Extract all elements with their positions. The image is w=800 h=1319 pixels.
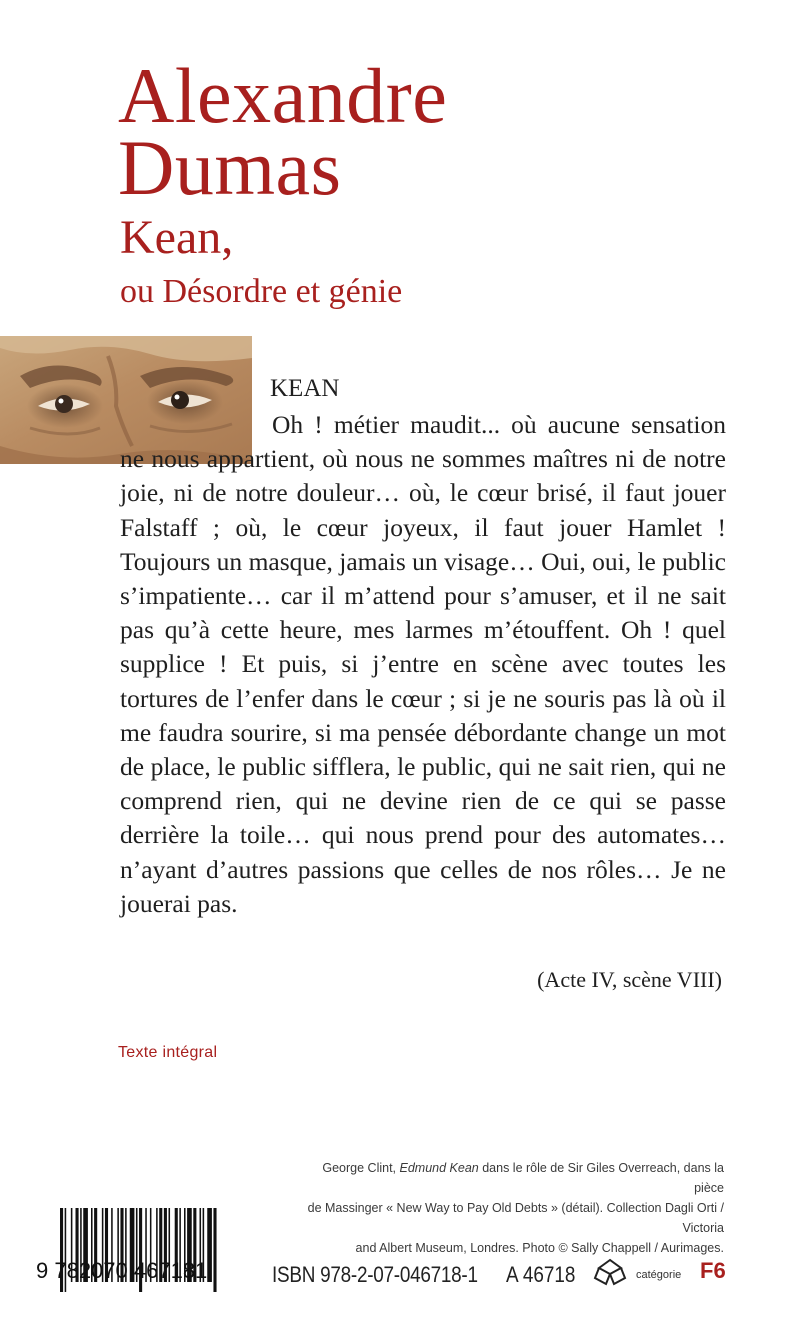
category-label: catégorie (636, 1269, 682, 1281)
author-last-name: Dumas (118, 124, 342, 211)
credits-line-3: and Albert Museum, Londres. Photo © Sally Chappell / Aurimages. (355, 1241, 724, 1255)
painting-title: Edmund Kean (399, 1161, 479, 1175)
category-value: F6 (700, 1258, 726, 1283)
speaker-name: KEAN (270, 375, 340, 402)
excerpt-reference: (Acte IV, scène VIII) (537, 967, 722, 992)
barcode-icon (48, 1208, 268, 1302)
folio-logo-icon (591, 1256, 629, 1290)
credits-line-2: de Massinger « New Way to Pay Old Debts » (détail). Collection Dagli Orti / Victoria (307, 1201, 724, 1235)
book-subtitle: ou Désordre et génie (120, 273, 403, 310)
excerpt-text: Oh ! métier maudit... où aucune sensation ne nous appartient, où nous ne sommes maîtres ni de notre joie, ni de notre douleur… où, le cœur brisé, il faut jouer Falstaff ; où, le cœur joyeux, il faut jouer Hamlet ! Toujours un masque, jamais un visage… Oui, oui, le public s’impatiente… car il m’attend pour s’amuser, et il ne sait pas qu’à cette heure, mes larmes m’étouffent. Oh ! quel supplice ! Et puis, si j’entre en scène avec toutes les tortures de l’enfer dans le cœur ; si je ne souris pas là où il me faudra sourire, si ma pensée débordante change un mot de place, le public sifflera, le public, qui ne sait rien, qui ne comprend rien, qui ne devine rien de ce qui se passe derrière la toile… qui nous prend pour des automates… n’ayant d’autres passions que celles de nos rôles… Je ne jouerai pas. (120, 410, 726, 918)
book-title: Kean, (120, 211, 234, 264)
image-credits (304, 1158, 724, 1258)
integral-text-label: Texte intégral (118, 1044, 218, 1061)
isbn-number: ISBN 978-2-07-046718-1 (272, 1262, 478, 1287)
author-name (118, 52, 448, 211)
author-first-name: Alexandre (118, 52, 448, 139)
credits-line-1: George Clint, Edmund Kean dans le rôle de Sir Giles Overreach, dans la pièce (322, 1161, 724, 1195)
publisher-code: A 46718 (506, 1262, 576, 1287)
barcode-digits: 9 782070 467181 (36, 1258, 208, 1283)
